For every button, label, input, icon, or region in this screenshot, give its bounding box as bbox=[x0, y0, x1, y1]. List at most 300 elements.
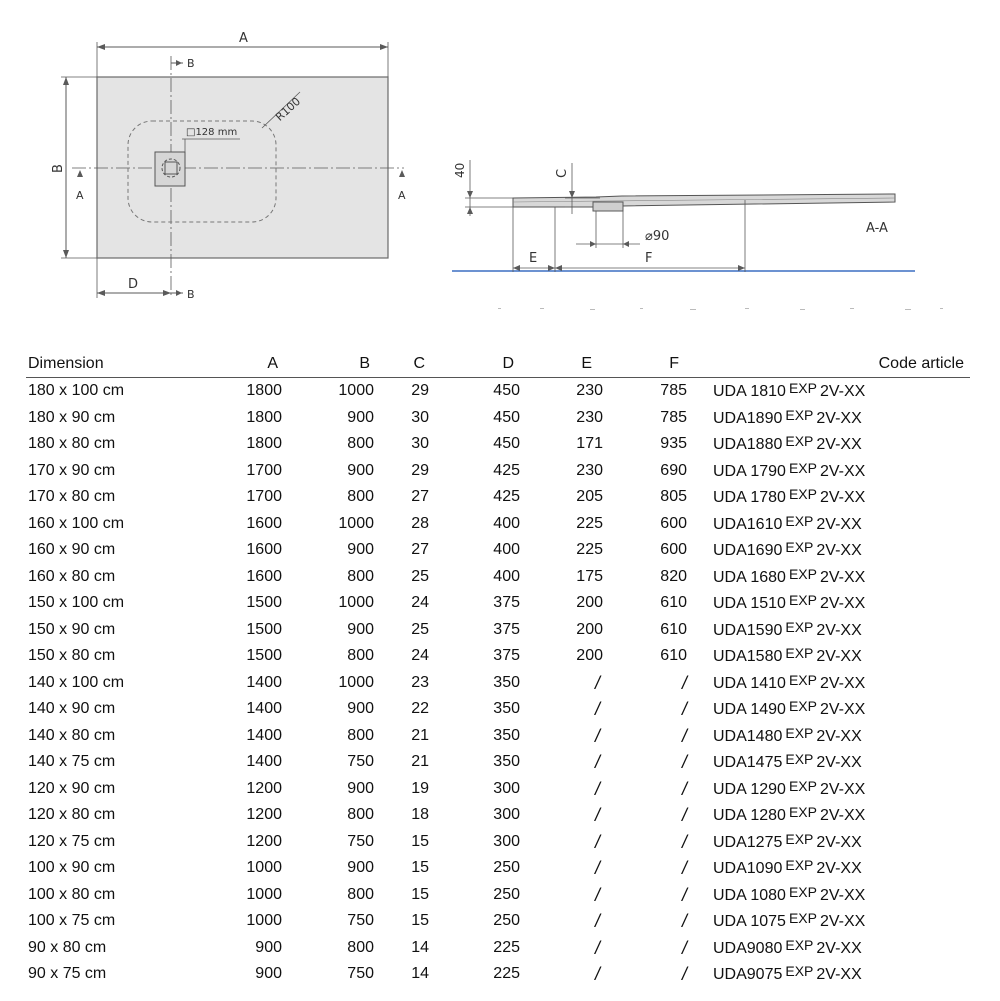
cell-c: 21 bbox=[411, 753, 429, 770]
table-row bbox=[0, 723, 1000, 750]
cell-dimension: 180 x 90 cm bbox=[28, 408, 116, 426]
cell-c: 29 bbox=[411, 382, 429, 399]
cell-dimension: 120 x 75 cm bbox=[28, 832, 116, 850]
code-exp: EXP bbox=[785, 857, 814, 873]
code-suffix: 2V-XX bbox=[819, 568, 866, 586]
cell-a: 1800 bbox=[246, 408, 282, 426]
cell-d: 400 bbox=[493, 541, 520, 558]
cell-a: 1000 bbox=[246, 859, 282, 876]
cell-d: 425 bbox=[493, 488, 520, 505]
cell-d: 350 bbox=[493, 726, 520, 744]
cell-d: 300 bbox=[493, 779, 520, 797]
cell-d: 250 bbox=[493, 912, 520, 929]
code-exp: EXP bbox=[785, 751, 814, 767]
cell-dimension: 90 x 80 cm bbox=[28, 938, 107, 956]
cell-dimension: 150 x 100 cm bbox=[28, 594, 125, 611]
cell-dimension: 160 x 100 cm bbox=[28, 514, 125, 532]
cell-code-article bbox=[713, 590, 865, 616]
cell-d: 225 bbox=[493, 965, 520, 982]
label-b-section-bottom: B bbox=[187, 288, 195, 301]
drain-square bbox=[155, 152, 185, 186]
label-a-left: A bbox=[76, 189, 84, 202]
cell-d: 250 bbox=[493, 859, 520, 876]
table-row bbox=[0, 802, 1000, 829]
cell-c: 19 bbox=[411, 779, 429, 797]
code-suffix: 2V-XX bbox=[816, 727, 862, 745]
cell-c: 15 bbox=[411, 859, 429, 876]
code-prefix: UDA 1410 bbox=[713, 674, 786, 692]
cell-c: 14 bbox=[411, 965, 429, 982]
cell-code-article bbox=[713, 882, 865, 908]
code-prefix: UDA1610 bbox=[713, 515, 783, 533]
cell-d: 400 bbox=[493, 567, 520, 585]
code-prefix: UDA1890 bbox=[713, 409, 783, 427]
cell-code-article bbox=[713, 431, 862, 457]
table-row bbox=[0, 776, 1000, 803]
cell-d: 450 bbox=[493, 435, 520, 452]
cell-f: 805 bbox=[660, 488, 687, 505]
code-suffix: 2V-XX bbox=[816, 436, 862, 453]
table-row bbox=[0, 617, 1000, 644]
cell-a: 1800 bbox=[246, 382, 282, 399]
cell-d: 450 bbox=[493, 382, 520, 399]
table-row bbox=[0, 882, 1000, 909]
table-row bbox=[0, 855, 1000, 882]
cell-code-article bbox=[713, 802, 865, 828]
cell-code-article bbox=[713, 537, 862, 563]
cell-dimension: 150 x 80 cm bbox=[28, 647, 116, 664]
code-suffix: 2V-XX bbox=[816, 515, 862, 533]
code-prefix: UDA1480 bbox=[713, 727, 783, 745]
code-prefix: UDA9075 bbox=[713, 966, 783, 983]
code-prefix: UDA 1075 bbox=[713, 913, 786, 930]
code-exp: EXP bbox=[788, 777, 817, 794]
cell-f: / bbox=[681, 937, 687, 958]
code-prefix: UDA 1290 bbox=[713, 780, 786, 798]
drain-body bbox=[593, 202, 623, 211]
cell-dimension: 120 x 90 cm bbox=[28, 779, 116, 797]
cell-e: / bbox=[594, 805, 600, 825]
code-suffix: 2V-XX bbox=[819, 595, 866, 612]
cell-f: 820 bbox=[660, 567, 687, 585]
cell-b: 800 bbox=[347, 885, 374, 903]
code-exp: EXP bbox=[788, 459, 817, 476]
code-exp: EXP bbox=[785, 936, 814, 953]
cell-f: / bbox=[681, 672, 687, 693]
cell-e: 230 bbox=[576, 408, 603, 426]
code-suffix: 2V-XX bbox=[819, 913, 866, 930]
cell-e: 225 bbox=[576, 541, 603, 558]
cell-e: / bbox=[594, 831, 600, 852]
cell-code-article bbox=[713, 723, 862, 749]
cell-b: 800 bbox=[347, 567, 374, 585]
cell-b: 800 bbox=[347, 726, 374, 744]
table-row bbox=[0, 590, 1000, 617]
cell-e: / bbox=[594, 884, 600, 905]
cell-e: 200 bbox=[576, 594, 603, 611]
header-e: E bbox=[581, 355, 592, 372]
header-a: A bbox=[267, 355, 278, 372]
cell-f: 610 bbox=[660, 594, 687, 611]
cell-a: 1700 bbox=[246, 488, 282, 505]
cell-b: 900 bbox=[347, 859, 374, 876]
cell-e: 171 bbox=[576, 435, 603, 452]
cell-b: 1000 bbox=[338, 673, 374, 691]
cell-a: 1400 bbox=[246, 726, 282, 744]
table-body bbox=[0, 378, 1000, 988]
cell-f: / bbox=[681, 884, 687, 905]
cell-f: / bbox=[681, 752, 687, 772]
cell-d: 375 bbox=[493, 594, 520, 611]
cell-code-article bbox=[713, 405, 862, 431]
cell-code-article bbox=[713, 670, 865, 696]
code-exp: EXP bbox=[788, 671, 817, 688]
code-suffix: 2V-XX bbox=[816, 409, 862, 427]
cell-code-article bbox=[713, 484, 865, 510]
cell-a: 1500 bbox=[246, 647, 282, 664]
code-exp: EXP bbox=[785, 433, 814, 449]
cell-d: 300 bbox=[493, 806, 520, 823]
cell-b: 900 bbox=[347, 700, 374, 717]
code-prefix: UDA 1280 bbox=[713, 807, 786, 824]
cell-b: 800 bbox=[347, 938, 374, 956]
cell-dimension: 140 x 100 cm bbox=[28, 673, 125, 691]
code-exp: EXP bbox=[785, 618, 814, 635]
code-exp: EXP bbox=[785, 645, 814, 661]
cell-code-article bbox=[713, 378, 865, 404]
cell-c: 30 bbox=[411, 408, 429, 426]
cell-code-article bbox=[713, 696, 865, 722]
code-suffix: 2V-XX bbox=[816, 860, 862, 877]
cell-d: 350 bbox=[493, 700, 520, 717]
cell-d: 225 bbox=[493, 938, 520, 956]
code-prefix: UDA1275 bbox=[713, 833, 783, 851]
cell-f: 610 bbox=[660, 620, 687, 638]
cell-a: 1200 bbox=[246, 832, 282, 850]
table-row bbox=[0, 908, 1000, 935]
cell-f: 785 bbox=[660, 382, 687, 399]
cell-e: 225 bbox=[576, 514, 603, 532]
cell-a: 1700 bbox=[246, 461, 282, 479]
table-row bbox=[0, 458, 1000, 485]
cell-code-article bbox=[713, 961, 862, 987]
table-row bbox=[0, 696, 1000, 723]
header-f: F bbox=[669, 355, 679, 372]
cell-dimension: 180 x 80 cm bbox=[28, 435, 116, 452]
cell-a: 900 bbox=[255, 938, 282, 956]
cell-code-article bbox=[713, 935, 862, 961]
cell-b: 800 bbox=[347, 647, 374, 664]
code-prefix: UDA1580 bbox=[713, 648, 783, 665]
header-d: D bbox=[502, 355, 514, 372]
cell-b: 750 bbox=[347, 912, 374, 929]
cell-a: 1800 bbox=[246, 435, 282, 452]
label-b-section-top: B bbox=[187, 57, 195, 70]
code-prefix: UDA 1810 bbox=[713, 383, 786, 400]
cell-f: / bbox=[681, 964, 687, 984]
code-suffix: 2V-XX bbox=[819, 780, 866, 798]
cell-b: 900 bbox=[347, 779, 374, 797]
cell-dimension: 170 x 90 cm bbox=[28, 461, 116, 479]
cell-a: 900 bbox=[255, 965, 282, 982]
cell-b: 900 bbox=[347, 408, 374, 426]
code-suffix: 2V-XX bbox=[816, 833, 862, 851]
cell-c: 15 bbox=[411, 885, 429, 903]
cell-d: 300 bbox=[493, 832, 520, 850]
tray-outline bbox=[97, 77, 388, 258]
cell-dimension: 150 x 90 cm bbox=[28, 620, 116, 638]
cell-c: 24 bbox=[411, 594, 429, 611]
section-labels bbox=[453, 163, 888, 266]
cell-b: 1000 bbox=[338, 594, 374, 611]
cell-e: 200 bbox=[576, 620, 603, 638]
table-row bbox=[0, 829, 1000, 856]
cell-c: 27 bbox=[411, 541, 429, 558]
cell-dimension: 120 x 80 cm bbox=[28, 806, 116, 823]
header-code-article: Code article bbox=[878, 355, 964, 372]
cell-c: 27 bbox=[411, 488, 429, 505]
label-a-right: A bbox=[398, 189, 406, 202]
cell-f: 690 bbox=[660, 461, 687, 479]
cell-dimension: 170 x 80 cm bbox=[28, 488, 116, 505]
code-exp: EXP bbox=[788, 486, 817, 502]
cell-c: 23 bbox=[411, 673, 429, 691]
code-exp: EXP bbox=[788, 698, 817, 714]
cell-dimension: 100 x 90 cm bbox=[28, 859, 116, 876]
table-row bbox=[0, 935, 1000, 962]
cell-dimension: 100 x 80 cm bbox=[28, 885, 116, 903]
code-suffix: 2V-XX bbox=[816, 966, 862, 983]
header-dimension: Dimension bbox=[28, 355, 104, 372]
table-row bbox=[0, 431, 1000, 458]
code-exp: EXP bbox=[785, 512, 814, 529]
code-exp: EXP bbox=[785, 724, 814, 741]
code-suffix: 2V-XX bbox=[819, 383, 866, 400]
cell-code-article bbox=[713, 511, 862, 537]
technical-drawing bbox=[0, 0, 1000, 320]
table-row bbox=[0, 670, 1000, 697]
cell-code-article bbox=[713, 855, 862, 881]
cell-f: / bbox=[681, 725, 687, 746]
cell-f: / bbox=[681, 805, 687, 825]
cell-e: / bbox=[594, 911, 600, 931]
code-exp: EXP bbox=[788, 883, 817, 900]
cell-a: 1500 bbox=[246, 620, 282, 638]
code-suffix: 2V-XX bbox=[819, 807, 866, 824]
table-header-row bbox=[26, 350, 970, 378]
cell-c: 18 bbox=[411, 806, 429, 823]
cell-f: / bbox=[681, 911, 687, 931]
cell-e: / bbox=[594, 937, 600, 958]
cell-c: 30 bbox=[411, 435, 429, 452]
label-c: C bbox=[555, 168, 570, 178]
cell-e: 200 bbox=[576, 647, 603, 664]
cell-e: / bbox=[594, 725, 600, 746]
code-exp: EXP bbox=[785, 963, 814, 979]
cell-dimension: 160 x 80 cm bbox=[28, 567, 116, 585]
plan-view bbox=[61, 42, 405, 298]
cell-dimension: 180 x 100 cm bbox=[28, 382, 125, 399]
cell-c: 29 bbox=[411, 461, 429, 479]
cell-f: 935 bbox=[660, 435, 687, 452]
cell-b: 750 bbox=[347, 965, 374, 982]
cell-c: 22 bbox=[411, 700, 429, 717]
code-exp: EXP bbox=[788, 910, 817, 926]
cell-e: / bbox=[594, 964, 600, 984]
table-row bbox=[0, 511, 1000, 538]
header-c: C bbox=[413, 355, 425, 372]
code-exp: EXP bbox=[788, 804, 817, 820]
cell-code-article bbox=[713, 564, 865, 590]
cell-d: 350 bbox=[493, 753, 520, 770]
cell-d: 425 bbox=[493, 461, 520, 479]
table-row bbox=[0, 749, 1000, 776]
label-f: F bbox=[645, 251, 653, 266]
code-exp: EXP bbox=[785, 406, 814, 423]
dimension-table bbox=[0, 350, 1000, 988]
label-b-side: B bbox=[51, 164, 66, 173]
cell-f: / bbox=[681, 858, 687, 878]
table-row bbox=[0, 961, 1000, 988]
code-suffix: 2V-XX bbox=[819, 489, 866, 506]
tray-section bbox=[513, 194, 895, 207]
cell-a: 1600 bbox=[246, 514, 282, 532]
cell-d: 375 bbox=[493, 647, 520, 664]
code-suffix: 2V-XX bbox=[819, 701, 866, 718]
code-prefix: UDA 1080 bbox=[713, 886, 786, 904]
code-prefix: UDA9080 bbox=[713, 939, 783, 957]
code-prefix: UDA 1680 bbox=[713, 568, 786, 586]
cell-code-article bbox=[713, 829, 862, 855]
code-suffix: 2V-XX bbox=[816, 542, 862, 559]
cell-c: 25 bbox=[411, 567, 429, 585]
code-prefix: UDA1475 bbox=[713, 754, 783, 771]
cell-a: 1500 bbox=[246, 594, 282, 611]
cell-code-article bbox=[713, 458, 865, 484]
cell-e: / bbox=[594, 778, 600, 799]
cell-f: 785 bbox=[660, 408, 687, 426]
cell-a: 1200 bbox=[246, 806, 282, 823]
cell-a: 1400 bbox=[246, 673, 282, 691]
cell-e: / bbox=[594, 699, 600, 719]
cell-e: / bbox=[594, 752, 600, 772]
cell-b: 1000 bbox=[338, 514, 374, 532]
code-suffix: 2V-XX bbox=[819, 886, 866, 904]
table-row bbox=[0, 405, 1000, 432]
cell-f: 610 bbox=[660, 647, 687, 664]
label-drain-size: □128 mm bbox=[186, 127, 238, 138]
cell-d: 350 bbox=[493, 673, 520, 691]
cell-b: 900 bbox=[347, 541, 374, 558]
cell-code-article bbox=[713, 643, 862, 669]
label-d: D bbox=[128, 277, 139, 292]
code-suffix: 2V-XX bbox=[816, 939, 862, 957]
code-exp: EXP bbox=[788, 565, 817, 582]
label-40: 40 bbox=[453, 162, 467, 178]
cell-b: 750 bbox=[347, 832, 374, 850]
header-b: B bbox=[359, 355, 370, 372]
code-suffix: 2V-XX bbox=[819, 462, 866, 480]
code-exp: EXP bbox=[785, 539, 814, 555]
cell-a: 1000 bbox=[246, 912, 282, 929]
cell-d: 400 bbox=[493, 514, 520, 532]
cell-e: 205 bbox=[576, 488, 603, 505]
code-exp: EXP bbox=[785, 830, 814, 847]
cell-a: 1200 bbox=[246, 779, 282, 797]
cell-code-article bbox=[713, 617, 862, 643]
cell-f: / bbox=[681, 778, 687, 799]
table-row bbox=[0, 564, 1000, 591]
code-prefix: UDA1590 bbox=[713, 621, 783, 639]
cell-d: 450 bbox=[493, 408, 520, 426]
cell-a: 1400 bbox=[246, 700, 282, 717]
cell-a: 1000 bbox=[246, 885, 282, 903]
cell-dimension: 140 x 80 cm bbox=[28, 726, 116, 744]
code-prefix: UDA 1490 bbox=[713, 701, 786, 718]
cell-a: 1400 bbox=[246, 753, 282, 770]
cell-b: 1000 bbox=[338, 382, 374, 399]
cell-a: 1600 bbox=[246, 541, 282, 558]
code-suffix: 2V-XX bbox=[816, 648, 862, 665]
cell-f: 600 bbox=[660, 514, 687, 532]
code-exp: EXP bbox=[788, 592, 817, 608]
code-prefix: UDA1880 bbox=[713, 436, 783, 453]
cell-d: 375 bbox=[493, 620, 520, 638]
cell-code-article bbox=[713, 908, 865, 934]
cell-dimension: 90 x 75 cm bbox=[28, 965, 107, 982]
cell-dimension: 100 x 75 cm bbox=[28, 912, 116, 929]
cell-c: 24 bbox=[411, 647, 429, 664]
cell-f: / bbox=[681, 831, 687, 852]
scan-artifact-dots bbox=[498, 308, 943, 310]
table-row bbox=[0, 378, 1000, 405]
cell-c: 21 bbox=[411, 726, 429, 744]
cell-b: 800 bbox=[347, 488, 374, 505]
cell-a: 1600 bbox=[246, 567, 282, 585]
cell-c: 15 bbox=[411, 912, 429, 929]
cell-e: 230 bbox=[576, 461, 603, 479]
table-row bbox=[0, 537, 1000, 564]
cell-code-article bbox=[713, 776, 865, 802]
section-view bbox=[452, 160, 915, 272]
cell-code-article bbox=[713, 749, 862, 775]
cell-e: / bbox=[594, 672, 600, 693]
code-suffix: 2V-XX bbox=[816, 754, 862, 771]
table-row bbox=[0, 643, 1000, 670]
cell-dimension: 140 x 90 cm bbox=[28, 700, 116, 717]
cell-c: 28 bbox=[411, 514, 429, 532]
cell-c: 15 bbox=[411, 832, 429, 850]
cell-d: 250 bbox=[493, 885, 520, 903]
code-suffix: 2V-XX bbox=[819, 674, 866, 692]
label-a-top: A bbox=[239, 31, 248, 46]
cell-b: 800 bbox=[347, 435, 374, 452]
cell-b: 800 bbox=[347, 806, 374, 823]
cell-dimension: 140 x 75 cm bbox=[28, 753, 116, 770]
code-prefix: UDA 1790 bbox=[713, 462, 786, 480]
cell-f: / bbox=[681, 699, 687, 719]
cell-b: 900 bbox=[347, 620, 374, 638]
code-prefix: UDA1690 bbox=[713, 542, 783, 559]
label-phi90: ⌀90 bbox=[645, 229, 670, 244]
cell-f: 600 bbox=[660, 541, 687, 558]
code-exp: EXP bbox=[788, 380, 817, 396]
cell-c: 25 bbox=[411, 620, 429, 638]
cell-c: 14 bbox=[411, 938, 429, 956]
cell-b: 900 bbox=[347, 461, 374, 479]
code-prefix: UDA1090 bbox=[713, 860, 783, 877]
label-aa: A-A bbox=[866, 221, 888, 236]
